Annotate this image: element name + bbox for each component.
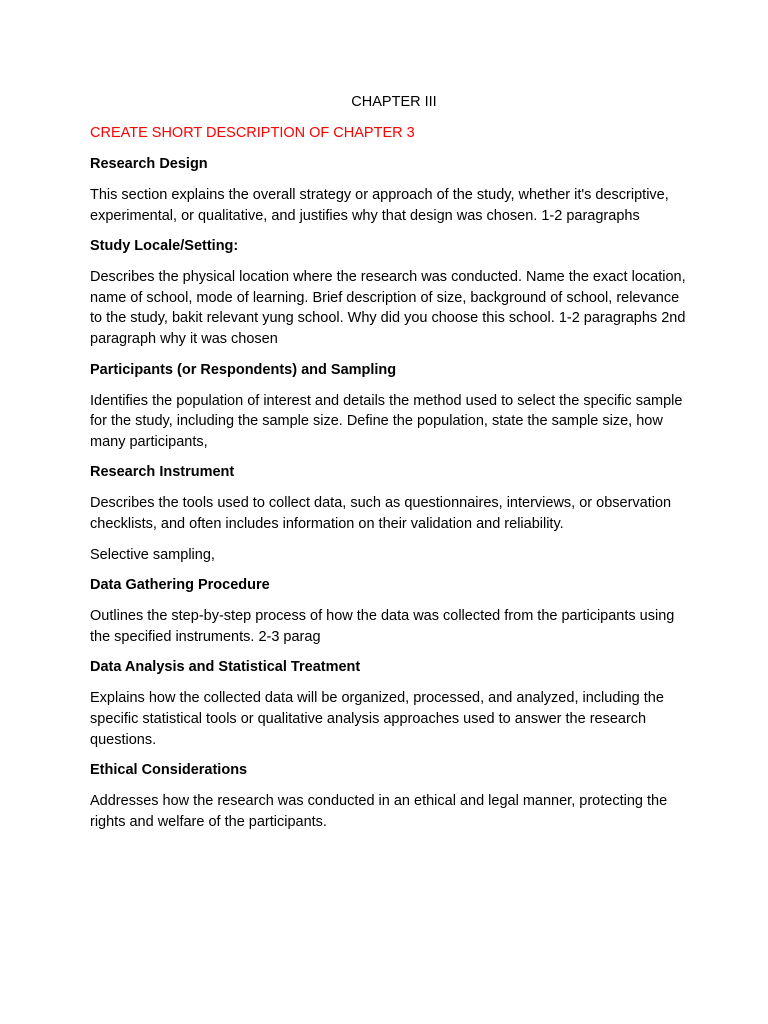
ethical-heading: Ethical Considerations: [90, 762, 248, 779]
research-instrument-note: Selective sampling,: [90, 546, 215, 563]
chapter-title: CHAPTER III: [351, 94, 437, 110]
ethical-body: Addresses how the research was conducted in an ethical and legal manner, protecting the rights and welfare of the participants.: [90, 793, 668, 830]
research-instrument-body: Describes the tools used to collect data, such as questionnaires, interviews, or observation checklists, and often includes information on their validation and reliability.: [90, 495, 672, 532]
study-locale-heading: Study Locale/Setting:: [90, 238, 239, 255]
research-design-body: This section explains the overall strategy or approach of the study, whether it's descriptive, experimental, or qualitative, and justifies why that design was chosen. 1-2 paragraphs: [90, 187, 669, 224]
participants-heading: Participants (or Respondents) and Sampling: [90, 361, 397, 378]
study-locale-body: Describes the physical location where the research was conducted. Name the exact location, name of school, mode of learning. Brief description of size, background of school, relevance to the study, bakit relevant yung school. Why did you choose this school. 1-2 paragraphs 2nd paragraph why it was chosen: [90, 269, 686, 347]
research-instrument-heading: Research Instrument: [90, 464, 235, 481]
data-analysis-body: Explains how the collected data will be organized, processed, and analyzed, including the specific statistical tools or qualitative analysis approaches used to answer the research questions.: [90, 690, 664, 748]
data-analysis-heading: Data Analysis and Statistical Treatment: [90, 659, 361, 676]
data-gathering-heading: Data Gathering Procedure: [90, 577, 270, 594]
instruction-text: CREATE SHORT DESCRIPTION OF CHAPTER 3: [90, 125, 415, 141]
participants-body: Identifies the population of interest and details the method used to select the specific sample for the study, including the sample size. Define the population, state the sample size, how many participants,: [90, 392, 683, 450]
research-design-heading: Research Design: [90, 156, 208, 172]
data-gathering-body: Outlines the step-by-step process of how the data was collected from the participants using the specified instruments. 2-3 parag: [90, 608, 675, 645]
document-page: [90, 92, 690, 842]
